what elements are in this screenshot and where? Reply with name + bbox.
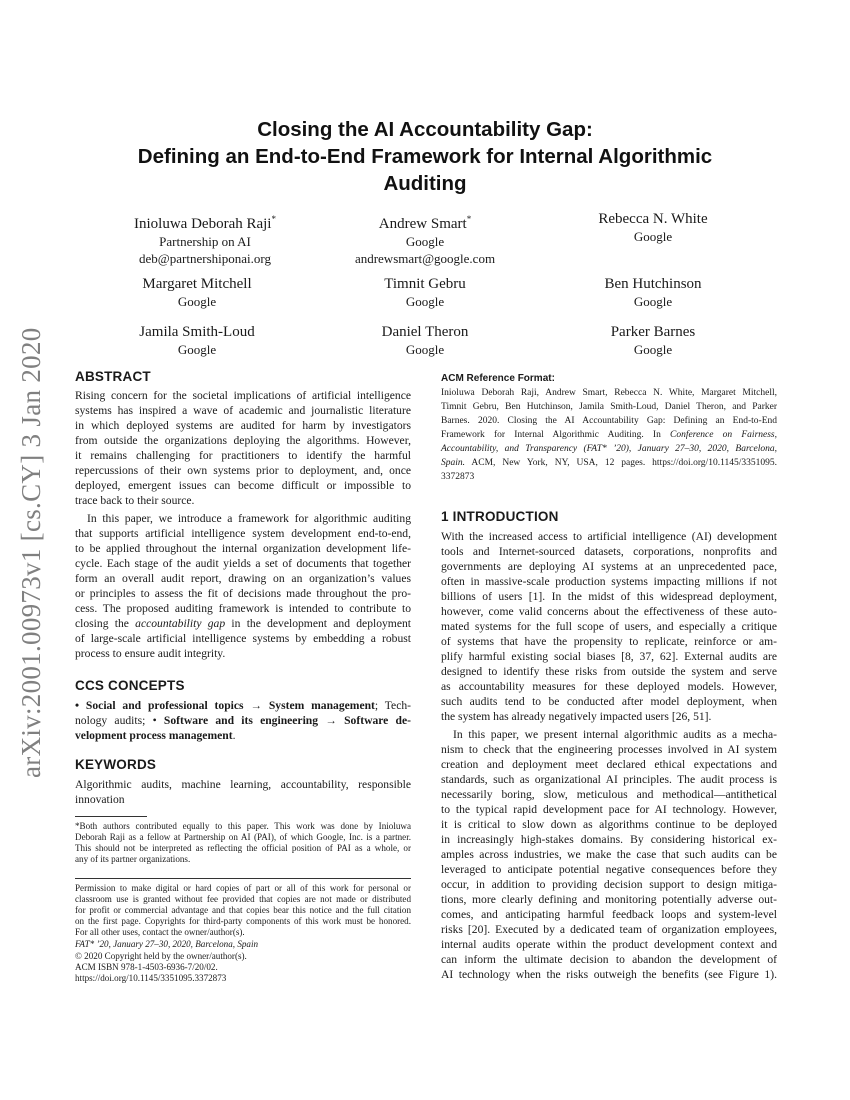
venue-span: Conference on Fairness, (670, 430, 777, 440)
ccs-arrow: → (243, 699, 269, 712)
text-line: form an overall audit report, drawing on an organization’s values (75, 572, 411, 585)
text-line: in increasingly high-stakes domains. By considering historical ex- (441, 833, 777, 846)
paper-title (60, 116, 790, 197)
text-line (441, 457, 777, 470)
text-line: designed to identify these risks from outside the system and serve (441, 665, 777, 678)
text-line: often in massive-scale production systems impacting millions if not (441, 575, 777, 588)
text-line: Barnes. 2020. Closing the AI Accountability Gap: Defining an End-to-End (441, 416, 777, 426)
author-smart (305, 210, 545, 267)
author-mitchell (77, 275, 317, 311)
text-line (75, 729, 411, 743)
text-line: or principles to assess the fit of decisions made throughout the pro- (75, 587, 411, 600)
arxiv-identifier: arXiv:2001.00973v1 [cs.CY] 3 Jan 2020 (16, 327, 46, 778)
text-line: occur, in addition to providing decision support to design mitiga- (441, 878, 777, 891)
author-name: Timnit Gebru (384, 276, 466, 292)
author-name: Ben Hutchinson (604, 276, 702, 292)
text-line: leveraged to anticipate potential negative consequences before they (441, 863, 777, 876)
acm-reference-heading: ACM Reference Format: (441, 373, 555, 384)
ccs-heading: CCS CONCEPTS (75, 678, 185, 693)
author-affiliation: Google (405, 234, 445, 249)
author-name: Inioluwa Deborah Raji (134, 216, 272, 232)
ccs-term: • Social and professional topics (75, 699, 244, 712)
text-line: trace back to their source. (75, 494, 195, 507)
title-line: Closing the AI Accountability Gap: (257, 118, 593, 141)
author-affiliation: Partnership on AI (159, 234, 251, 249)
author-affiliation: Google (633, 342, 673, 357)
footnote-rule (75, 816, 147, 817)
equal-contribution-mark: * (271, 214, 276, 224)
text-line: Permission to make digital or hard copies of part or all of this work for personal or (75, 883, 411, 893)
text-line: risks [20]. Executed by a dedicated team of organization employees, (441, 923, 777, 936)
text-line: however, come valid concerns about the effectiveness of these auto- (441, 605, 777, 618)
author-affiliation: Google (633, 229, 673, 244)
ccs-arrow: → (318, 714, 345, 727)
text-line: classroom use is granted without fee provided that copies are not made or distributed (75, 894, 411, 904)
text-line (75, 699, 411, 713)
text-line: AI technology when the risks outweigh the benefits (see Figure 1). (441, 968, 777, 981)
author-theron (305, 323, 545, 359)
text-line: internal audits operate within the product development context and (441, 938, 777, 951)
ccs-separator: ; • (142, 714, 164, 727)
text-line: standards, such as organizational AI principles. The audit process is (441, 773, 777, 786)
author-name: Rebecca N. White (598, 211, 708, 227)
text-line: nism to check that the engineering processes involved in AI system (441, 743, 777, 756)
text-line: of systems that have the propensity to replicate, reinforce or am- (441, 635, 777, 648)
text-line: such audits tend to be conducted after model deployment, when (441, 695, 777, 708)
text-line: tions, more clearly defining and monitoring potentially adverse out- (441, 893, 777, 906)
text-line: as accountability measures for these deployed models. However, (441, 680, 777, 693)
text-line: In this paper, we introduce a framework for algorithmic auditing (87, 512, 411, 525)
equal-contribution-mark: * (466, 214, 472, 224)
text-line: billions of users [1]. In the midst of this widespread deployment, (441, 590, 777, 603)
venue-line: FAT* ’20, January 27–30, 2020, Barcelona, Spain (75, 939, 259, 949)
text-line: cess. The proposed auditing framework is intended to contribute to (75, 602, 411, 615)
text-line: systems has inspired a wave of academic and journalistic literature (75, 404, 411, 417)
text-line: Rising concern for the societal implications of artificial intelligence (75, 389, 411, 402)
text-line: Algorithmic audits, machine learning, accountability, responsible (75, 778, 411, 791)
text-span: closing the (75, 617, 136, 630)
text-line: repercussions of their own systems prior to deployment, and, once (75, 464, 411, 477)
text-line: In this paper, we present internal algorithmic audits as a mecha- (453, 728, 777, 741)
text-line: that supports artificial intelligence system development end-to-end, (75, 527, 411, 540)
text-span: in the development and deployment (225, 617, 411, 630)
venue-span: Spain. (441, 458, 466, 468)
ccs-term: . (232, 729, 236, 742)
copyright-line: © 2020 Copyright held by the owner/author(s). (75, 951, 247, 961)
text-line: for profit or commercial advantage and that copies bear this notice and the full citation (75, 905, 411, 915)
author-white (533, 210, 773, 246)
text-line: on the first page. Copyrights for third-party components of this work must be honored. (75, 916, 411, 926)
text-line (75, 617, 411, 631)
ccs-term: System management (268, 699, 375, 712)
author-name: Daniel Theron (381, 324, 469, 340)
text-line: it remains challenging for practitioners to identify the harmful (75, 449, 411, 462)
author-hutchinson (533, 275, 773, 311)
introduction-heading: 1 INTRODUCTION (441, 509, 559, 524)
text-line: it is critical to slow down as algorithms continue to be deployed (441, 818, 777, 831)
title-line: Auditing (383, 172, 467, 195)
author-raji (85, 210, 325, 267)
text-line: tools and Internet-sourced datasets, corporations, nonprofits and (441, 545, 777, 558)
text-line: creation and deployment meet declared ethical expectations and (441, 758, 777, 771)
text-line: necessarily boring, slow, meticulous and methodical—antithetical (441, 788, 777, 801)
author-affiliation: Google (177, 294, 217, 309)
author-affiliation: Google (405, 294, 445, 309)
isbn-line: ACM ISBN 978-1-4503-6936-7/20/02. (75, 962, 218, 972)
ccs-term: Software and its engineering (163, 714, 319, 727)
text-line: process to ensure audit integrity. (75, 647, 226, 660)
keywords-heading: KEYWORDS (75, 757, 157, 772)
text-line: to be applied throughout the internal organization development life- (75, 542, 411, 555)
text-line: deployed, emergent issues can become difficult or impossible to (75, 479, 411, 492)
author-affiliation: Google (405, 342, 445, 357)
author-email[interactable]: andrewsmart@google.com (354, 250, 496, 266)
emphasized-term: accountability gap (135, 617, 226, 630)
text-line: the system has already negatively impacted users [26, 51]. (441, 710, 712, 723)
author-affiliation: Google (633, 294, 673, 309)
text-line: can inform the ultimate decision to abandon the development of (441, 953, 777, 966)
author-email[interactable]: deb@partnershiponai.org (139, 250, 271, 266)
text-line: With the increased access to artificial intelligence (AI) development (441, 530, 777, 543)
author-name: Parker Barnes (610, 324, 696, 340)
text-line: to the typical rapid development pace for AI technology. However, (441, 803, 777, 816)
text-line: Deborah Raji as a fellow at Partnership on AI (PAI), of which Google, Inc. is a partner. (75, 832, 411, 842)
text-line: governments are deploying AI systems at an unprecedented pace, (441, 560, 777, 573)
text-line: Accountability, and Transparency (FAT* ’20), January 27–30, 2020, Barcelona, (441, 444, 777, 454)
text-span: ACM, New York, NY, USA, 12 pages. https://doi.org/10.1145/3351095. (465, 458, 777, 468)
author-smith-loud (77, 323, 317, 359)
ccs-term: Software de- (344, 714, 412, 727)
text-line: Timnit Gebru, Ben Hutchinson, Jamila Smith-Loud, Daniel Theron, and Parker (441, 402, 777, 412)
text-line: *Both authors contributed equally to this paper. This work was done by Inioluwa (75, 821, 411, 831)
text-line: For all other uses, contact the owner/author(s). (75, 927, 245, 937)
author-name: Andrew Smart (378, 216, 467, 232)
text-line (441, 429, 777, 442)
text-line: comes, and anticipating harmful feedback loops and system-level (441, 908, 777, 921)
author-name: Margaret Mitchell (142, 276, 252, 292)
text-line: innovation (75, 793, 125, 806)
text-line: plify harmful existing social biases [8, 37, 62]. External audits are (441, 650, 777, 663)
author-affiliation: Google (177, 342, 217, 357)
abstract-heading: ABSTRACT (75, 369, 151, 384)
text-line: Inioluwa Deborah Raji, Andrew Smart, Rebecca N. White, Margaret Mitchell, (441, 388, 777, 398)
text-line: from outside the organizations deploying the algorithms. However, (75, 434, 411, 447)
ccs-term: ; Tech- (374, 699, 412, 712)
title-line: Defining an End-to-End Framework for Internal Algorithmic (137, 145, 713, 168)
text-line: This should not be interpreted as reflecting the official position of PAI as a whole, or (75, 843, 411, 853)
text-line: in which deployed systems are audited for harm by investigators (75, 419, 411, 432)
text-line: 3372873 (441, 472, 475, 482)
author-barnes (533, 323, 773, 359)
author-gebru (305, 275, 545, 311)
text-span: Framework for Internal Algorithmic Auditing. In (441, 430, 671, 440)
ccs-term: velopment process management (75, 729, 233, 742)
text-line: mated systems for the full scope of users, and especially a critique (441, 620, 777, 633)
text-line: of large-scale artificial intelligence systems by embedding a robust (75, 632, 411, 645)
doi-link[interactable]: https://doi.org/10.1145/3351095.3372873 (75, 973, 227, 983)
author-name: Jamila Smith-Loud (139, 324, 255, 340)
text-line: any of its partner organizations. (75, 854, 191, 864)
text-line: cycle. Each stage of the audit yields a set of documents that together (75, 557, 411, 570)
ccs-term: nology audits (75, 714, 143, 727)
permission-rule (75, 878, 411, 879)
text-line (75, 714, 411, 728)
text-line: amples across industries, we make the case that such audits can be (441, 848, 777, 861)
